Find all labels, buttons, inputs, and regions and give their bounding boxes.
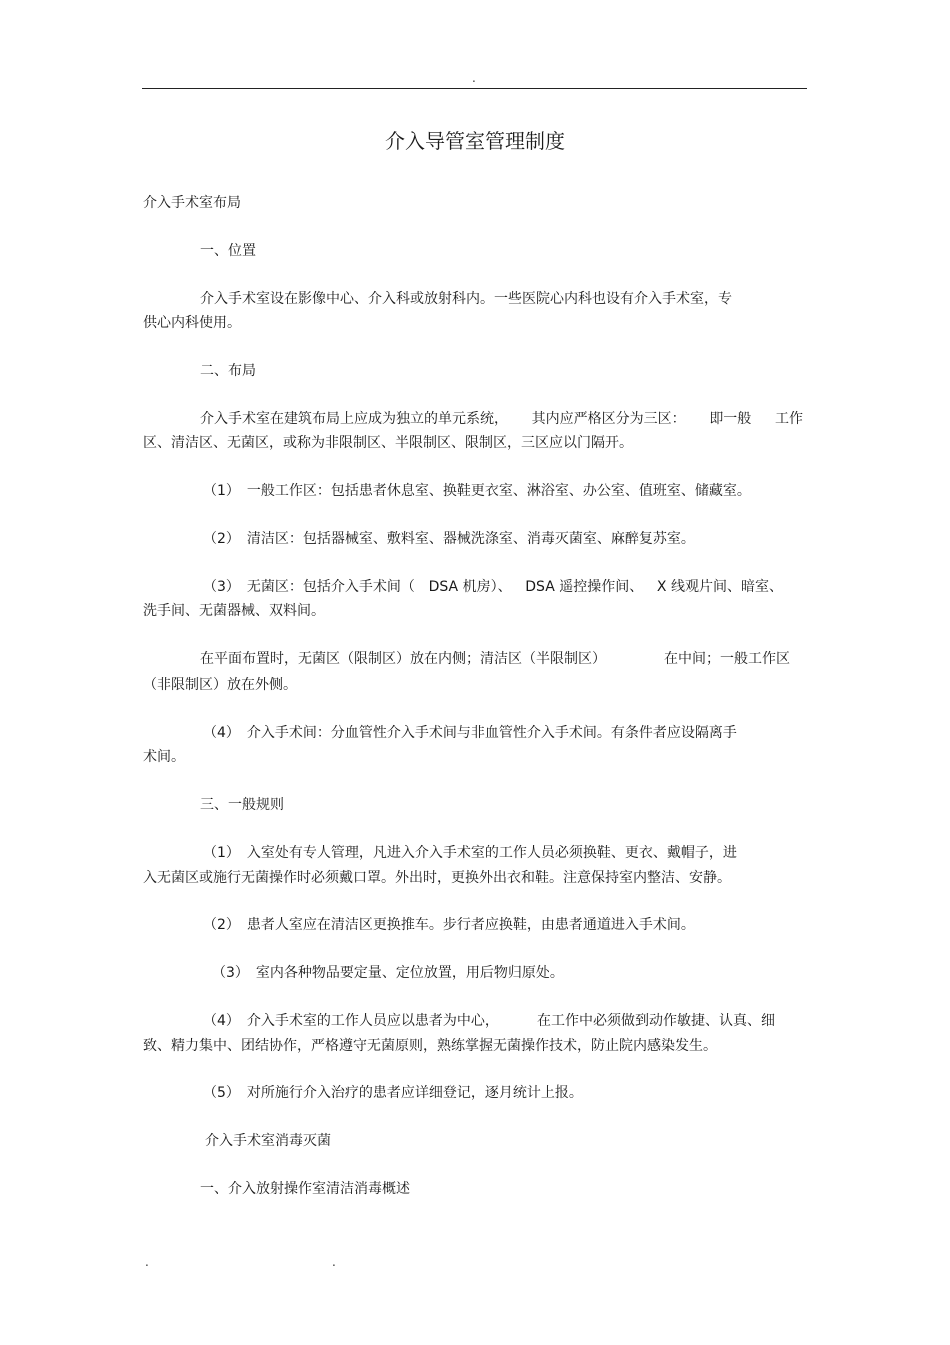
text-segment: 介入手术室在建筑布局上应成为独立的单元系统， — [200, 411, 508, 427]
header-mark: . — [472, 71, 476, 85]
text-segment: DSA 遥控操作间、 — [525, 579, 644, 595]
paragraph-line: 致、精力集中、团结协作，严格遵守无菌原则，熟练掌握无菌操作技术，防止院内感染发生。 — [143, 1038, 717, 1054]
section-heading-disinfection: 介入手术室消毒灭菌 — [205, 1133, 331, 1149]
document-title: 介入导管室管理制度 — [385, 129, 565, 153]
text-segment: 即一般 — [709, 411, 752, 427]
text-segment: X 线观片间、暗室、 — [656, 579, 783, 595]
text-segment: DSA 机房）、 — [428, 579, 512, 595]
list-item: （5） 对所施行介入治疗的患者应详细登记，逐月统计上报。 — [203, 1085, 583, 1101]
list-item: （4） 介入手术间：分血管性介入手术间与非血管性介入手术间。有条件者应设隔离手 — [203, 725, 737, 741]
list-item: （3） 室内各种物品要定量、定位放置，用后物归原处。 — [212, 965, 564, 981]
list-item — [203, 578, 783, 596]
section-heading-layout: 介入手术室布局 — [143, 195, 241, 211]
text-segment: 在平面布置时，无菌区（限制区）放在内侧；清洁区（半限制区） — [200, 651, 606, 667]
list-item: （1） 一般工作区：包括患者休息室、换鞋更衣室、淋浴室、办公室、值班室、储藏室。 — [203, 483, 751, 499]
paragraph-line: 介入手术室设在影像中心、介入科或放射科内。一些医院心内科也设有介入手术室，专 — [200, 291, 732, 307]
paragraph-line: 术间。 — [143, 749, 185, 765]
paragraph-line — [200, 410, 803, 428]
text-segment: 工作 — [774, 411, 803, 427]
list-item: （2） 清洁区：包括器械室、敷料室、器械洗涤室、消毒灭菌室、麻醉复苏室。 — [203, 531, 695, 547]
paragraph-line: 洗手间、无菌器械、双料间。 — [143, 603, 325, 619]
subheading-plan: 二、布局 — [200, 363, 256, 379]
text-segment: 在中间；一般工作区 — [664, 651, 790, 667]
paragraph-line — [200, 650, 790, 668]
paragraph-line: 供心内科使用。 — [143, 315, 241, 331]
paragraph-line: 入无菌区或施行无菌操作时必须戴口罩。外出时，更换外出衣和鞋。注意保持室内整洁、安静。 — [143, 870, 731, 886]
subheading-location: 一、位置 — [200, 243, 256, 259]
text-segment: （3） 无菌区：包括介入手术间（ — [203, 579, 415, 595]
subheading-disinfection-overview: 一、介入放射操作室清洁消毒概述 — [200, 1181, 410, 1197]
text-segment: （4） 介入手术室的工作人员应以患者为中心， — [203, 1013, 499, 1029]
footer-mark-right: . — [332, 1255, 336, 1269]
subheading-rules: 三、一般规则 — [200, 797, 284, 813]
list-item: （2） 患者人室应在清洁区更换推车。步行者应换鞋，由患者通道进入手术间。 — [203, 917, 695, 933]
header-rule — [142, 88, 807, 89]
text-segment: 其内应严格区分为三区： — [531, 411, 686, 427]
paragraph-line: （非限制区）放在外侧。 — [143, 677, 297, 693]
text-segment: 在工作中必须做到动作敏捷、认真、细 — [537, 1013, 775, 1029]
list-item — [203, 1012, 775, 1030]
paragraph-line: 区、清洁区、无菌区，或称为非限制区、半限制区、限制区，三区应以门隔开。 — [143, 435, 633, 451]
footer-mark-left: . — [145, 1255, 149, 1269]
list-item: （1） 入室处有专人管理，凡进入介入手术室的工作人员必须换鞋、更衣、戴帽子，进 — [203, 845, 737, 861]
